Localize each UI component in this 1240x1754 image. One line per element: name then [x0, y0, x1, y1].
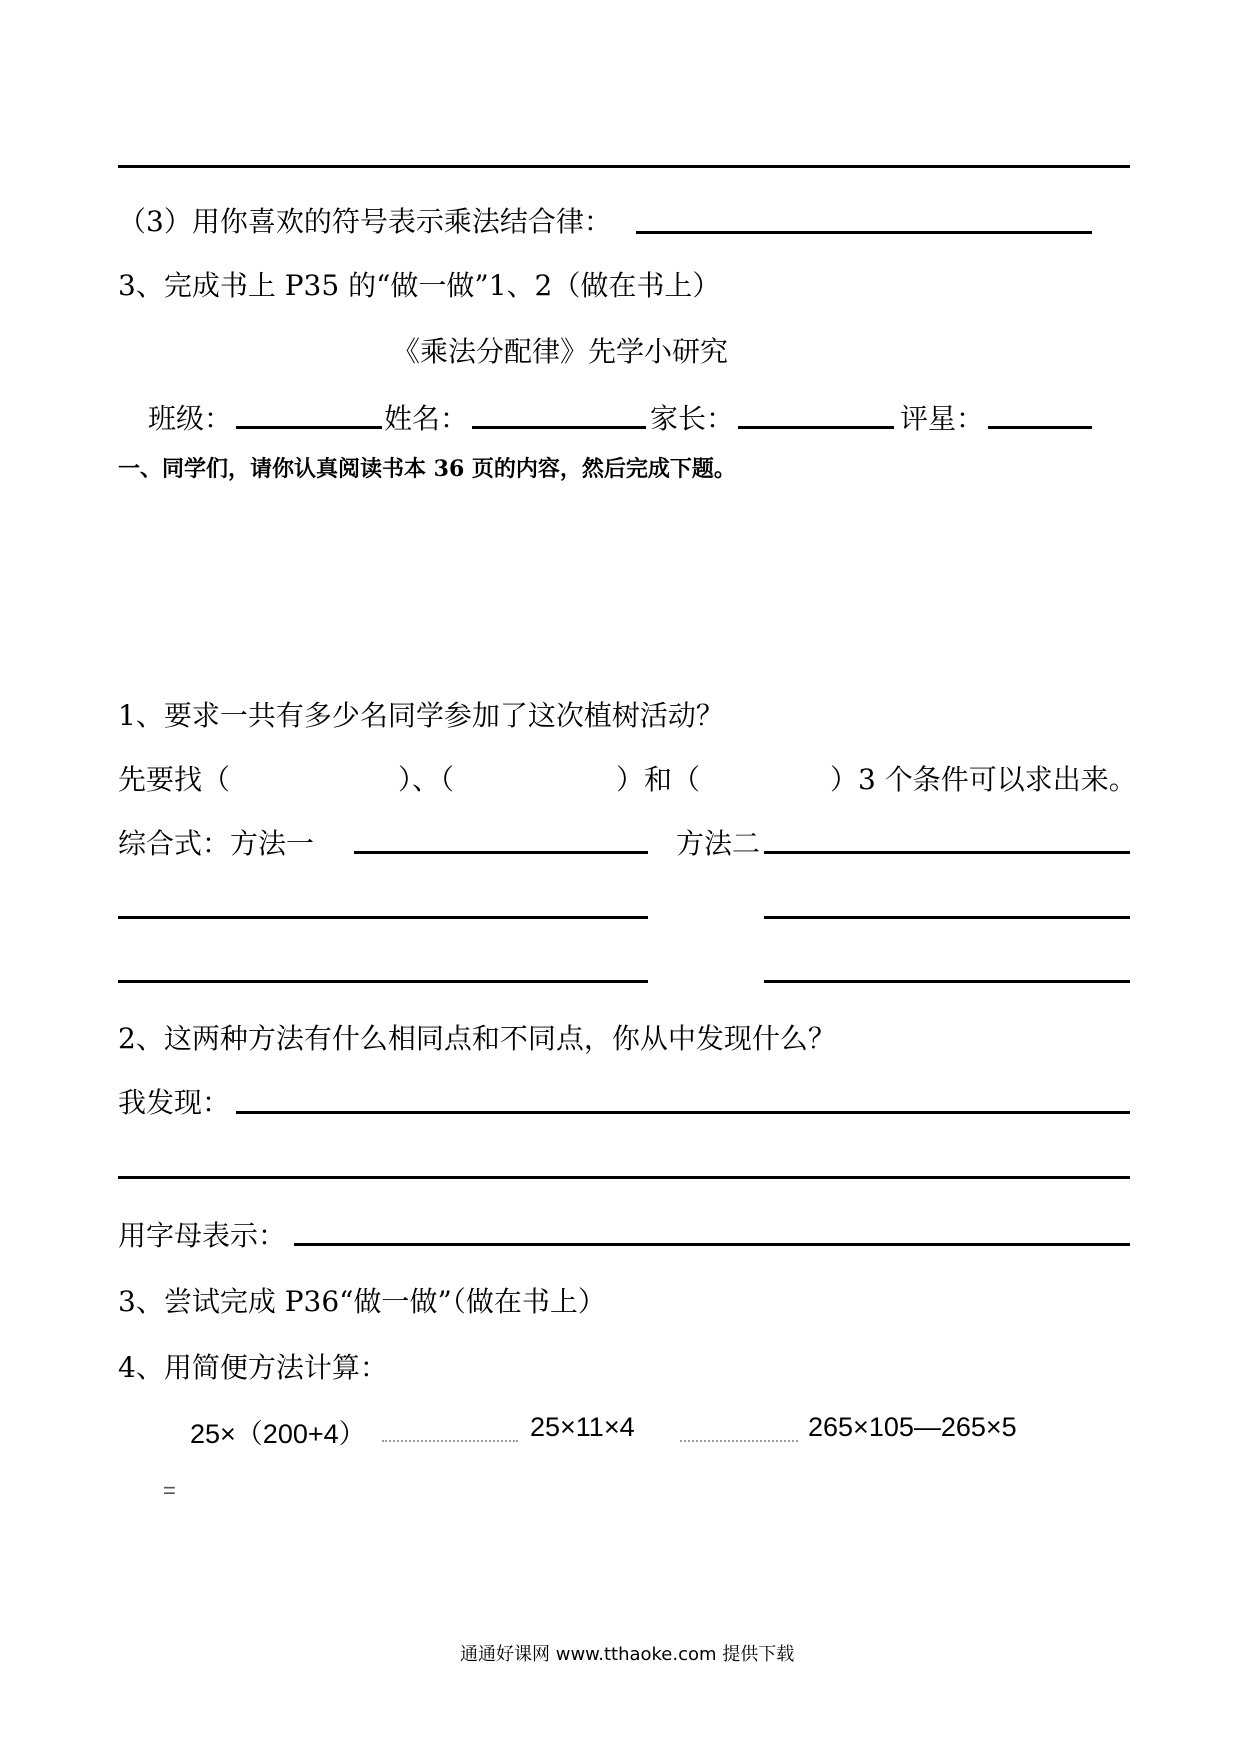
- method-two-label: 方法二: [676, 827, 761, 860]
- associative-law-answer-line[interactable]: [636, 231, 1092, 234]
- find-conditions-b: ）、（: [398, 763, 455, 796]
- method-one-line-1[interactable]: [354, 851, 648, 854]
- calc-expression-3: 265×105—265×5: [808, 1412, 1017, 1442]
- dotted-separator-2: [680, 1440, 798, 1442]
- method-one-label: 综合式：方法一: [118, 827, 315, 860]
- footer-source: 通通好课网 www.tthaoke.com 提供下载: [460, 1644, 795, 1665]
- equals-sign: =: [163, 1478, 176, 1503]
- name-field[interactable]: [472, 426, 646, 429]
- discovery-line-1[interactable]: [236, 1111, 1130, 1114]
- rating-field[interactable]: [988, 426, 1092, 429]
- textbook-task-p35: 3、完成书上 P35 的“做一做”1、2（做在书上）: [118, 269, 721, 302]
- rating-label: 评星：: [900, 402, 985, 435]
- letter-expression-line[interactable]: [294, 1243, 1130, 1246]
- page-title: 《乘法分配律》先学小研究: [392, 335, 729, 368]
- method-one-line-2[interactable]: [118, 916, 648, 919]
- question-4: 4、用简便方法计算：: [118, 1351, 388, 1384]
- parent-label: 家长：: [650, 402, 735, 435]
- method-two-line-3[interactable]: [764, 980, 1130, 983]
- class-label: 班级：: [148, 402, 233, 435]
- top-answer-line: [118, 165, 1130, 168]
- find-conditions-c: ）和（: [616, 763, 701, 796]
- method-one-line-3[interactable]: [118, 980, 648, 983]
- calc-expression-1: 25×（200+4）: [190, 1419, 366, 1449]
- method-two-line-1[interactable]: [764, 851, 1130, 854]
- associative-law-prompt: （3）用你喜欢的符号表示乘法结合律：: [118, 205, 612, 238]
- question-2: 2、这两种方法有什么相同点和不同点，你从中发现什么？: [118, 1022, 836, 1055]
- find-conditions-d: ）3 个条件可以求出来。: [830, 763, 1137, 796]
- dotted-separator-1: [382, 1440, 518, 1442]
- discovery-label: 我发现：: [118, 1086, 231, 1119]
- question-1: 1、要求一共有多少名同学参加了这次植树活动？: [118, 699, 724, 732]
- class-field[interactable]: [236, 426, 382, 429]
- letter-expression-label: 用字母表示：: [118, 1219, 287, 1252]
- discovery-line-2[interactable]: [118, 1176, 1130, 1179]
- parent-field[interactable]: [738, 426, 894, 429]
- calc-expression-2: 25×11×4: [530, 1412, 635, 1442]
- find-conditions-a: 先要找（: [118, 763, 231, 796]
- question-3: 3、尝试完成 P36“做一做”（做在书上）: [118, 1285, 606, 1318]
- reading-instruction: 一、同学们，请你认真阅读书本 36 页的内容，然后完成下题。: [118, 456, 736, 482]
- method-two-line-2[interactable]: [764, 916, 1130, 919]
- name-label: 姓名：: [384, 402, 469, 435]
